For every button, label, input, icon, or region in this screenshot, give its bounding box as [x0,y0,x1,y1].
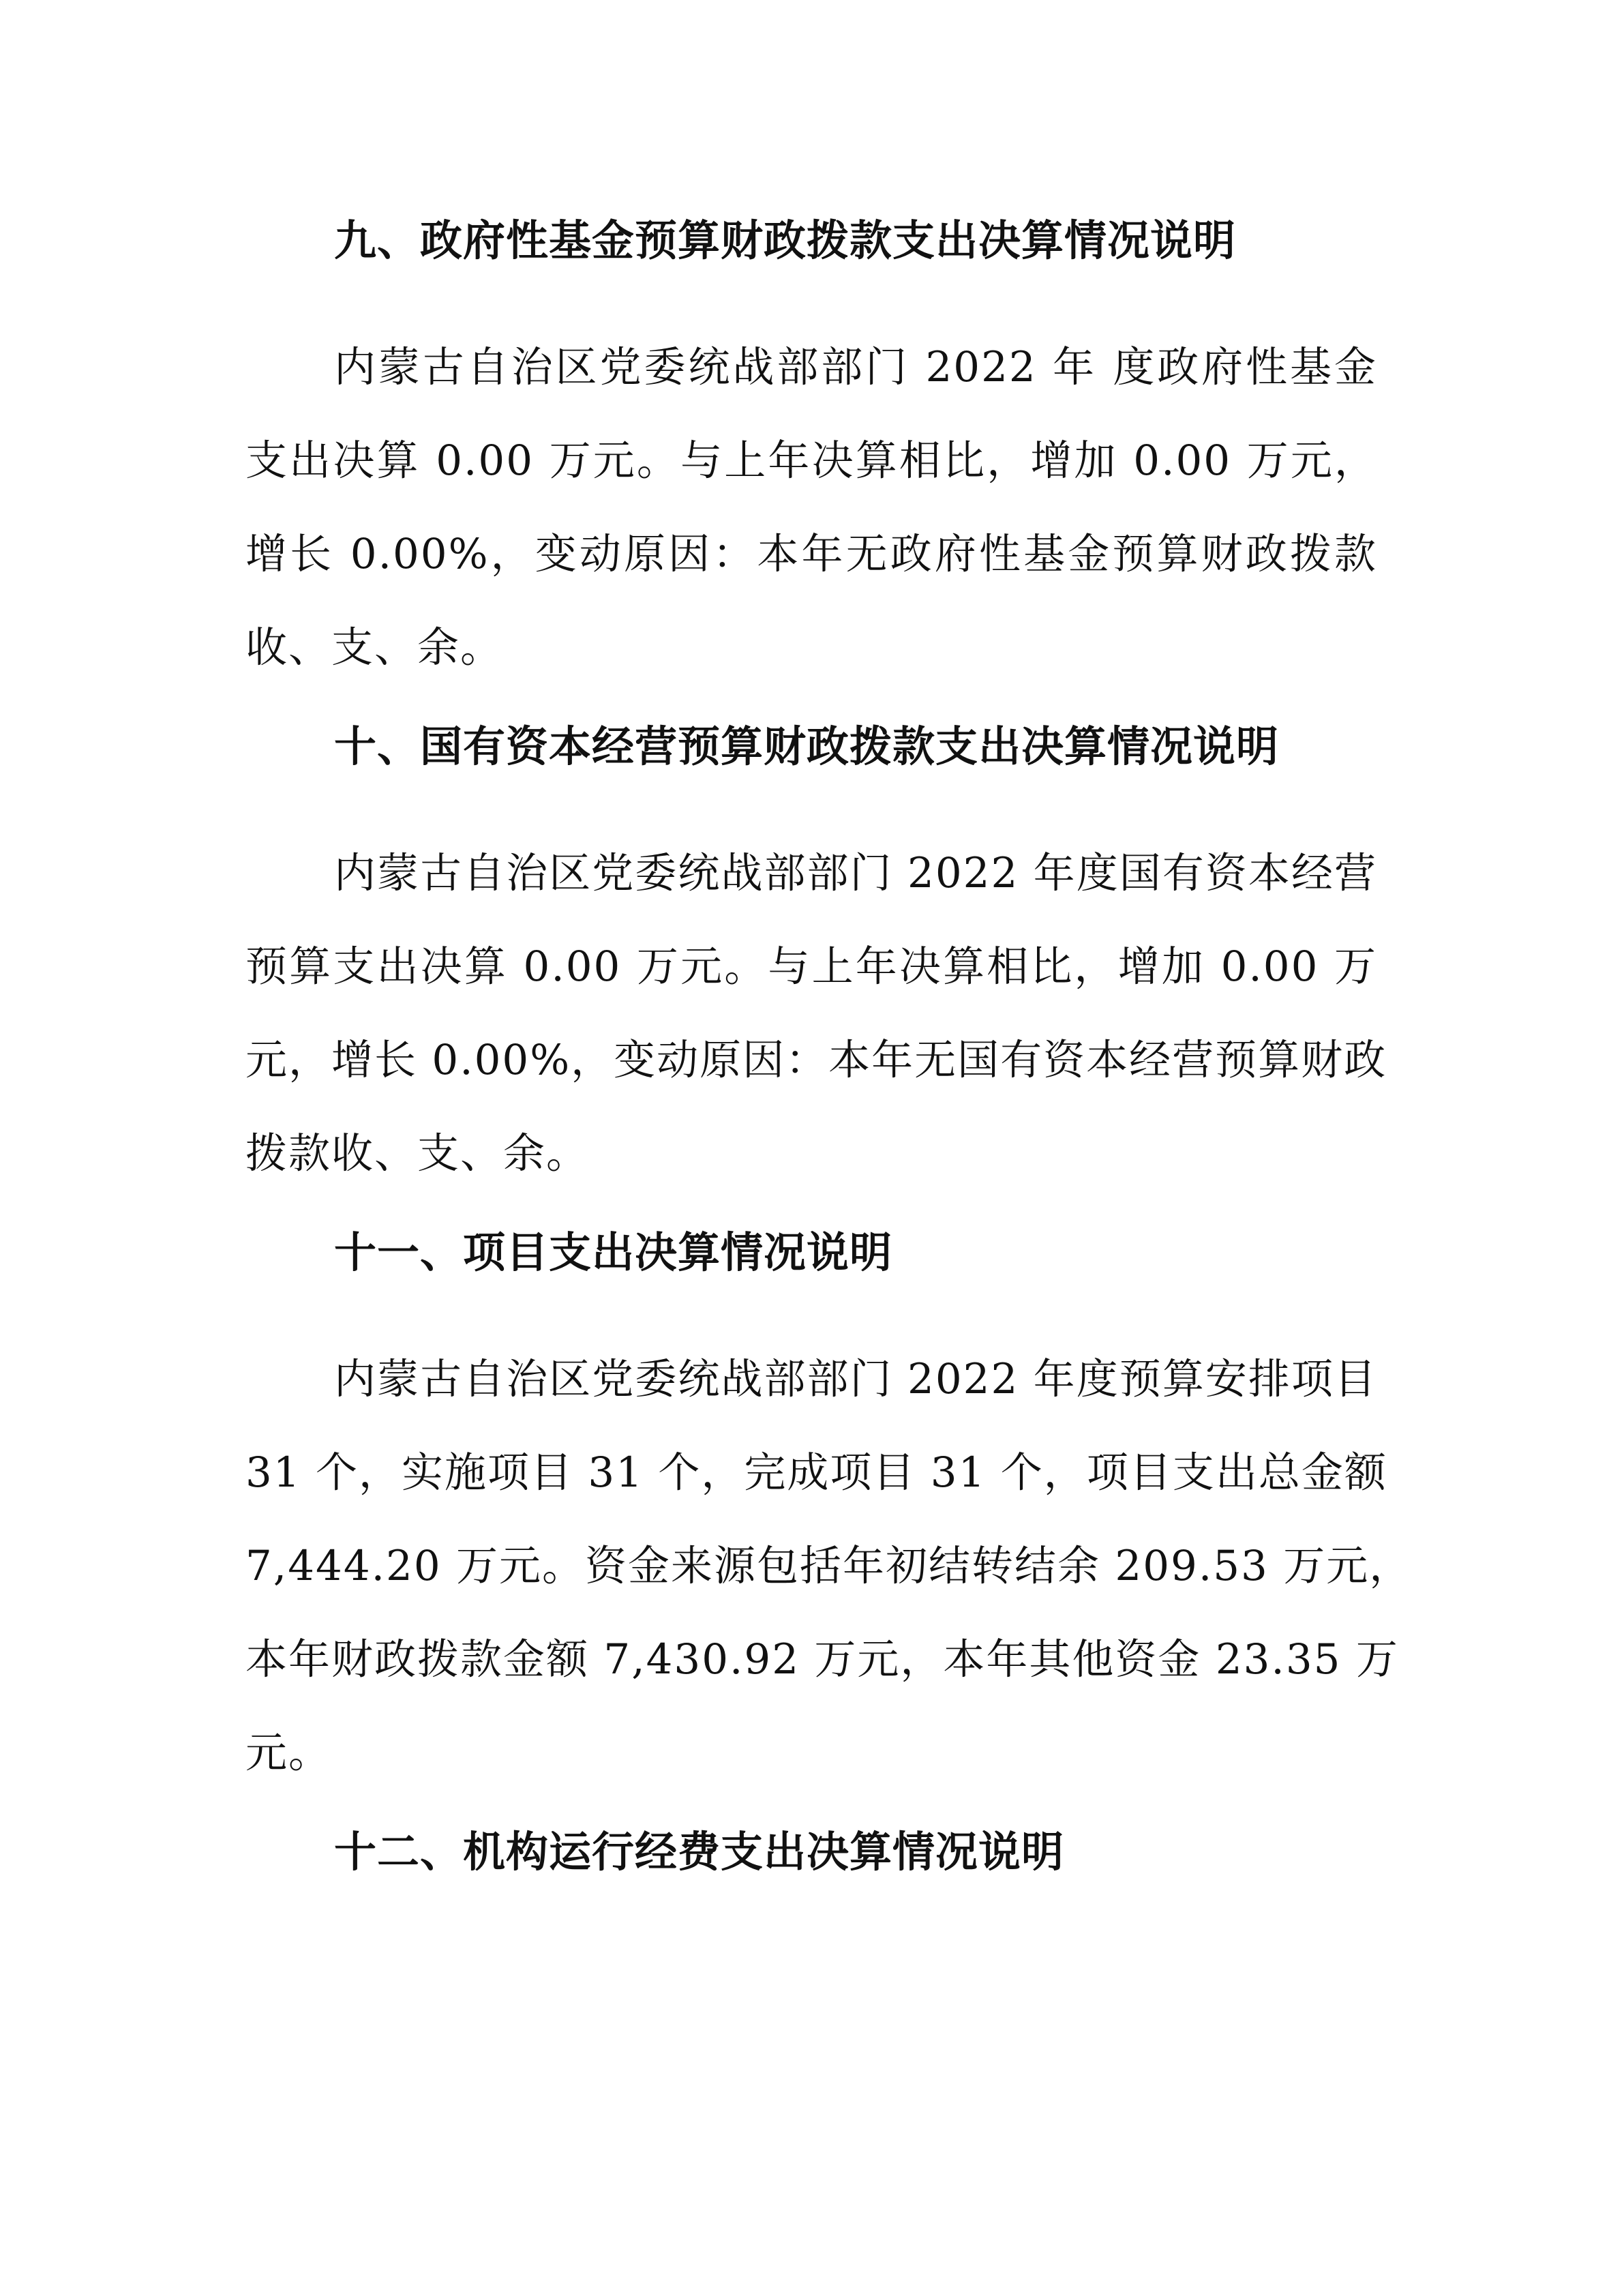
paragraph-line: 内蒙古自治区党委统战部部门 2022 年度国有资本经营 [334,849,1377,897]
section-11-paragraph [245,1332,1413,1800]
paragraph-line: 增长 0.00%，变动原因：本年无政府性基金预算财政拨款 [245,530,1377,578]
paragraph-line: 内蒙古自治区党委统战部部门 2022 年度预算安排项目 [334,1355,1377,1403]
paragraph-line: 收、支、余。 [245,623,504,672]
section-11-heading: 十一、项目支出决算情况说明 [334,1227,893,1277]
paragraph-line: 内蒙古自治区党委统战部部门 2022 年 度政府性基金 [334,343,1377,391]
paragraph-line: 支出决算 0.00 万元。与上年决算相比，增加 0.00 万元， [245,436,1377,485]
paragraph-line: 31 个，实施项目 31 个，完成项目 31 个，项目支出总金额 [245,1448,1387,1497]
paragraph-line: 拨款收、支、余。 [245,1129,590,1178]
section-10-heading: 十、国有资本经营预算财政拨款支出决算情况说明 [334,721,1280,771]
paragraph-line: 元，增长 0.00%，变动原因：本年无国有资本经营预算财政 [245,1036,1387,1084]
paragraph-line: 本年财政拨款金额 7,430.92 万元，本年其他资金 23.35 万 [245,1635,1399,1684]
paragraph-line: 预算支出决算 0.00 万元。与上年决算相比，增加 0.00 万 [245,942,1377,991]
section-9-paragraph [245,320,1377,694]
section-9-heading: 九、政府性基金预算财政拨款支出决算情况说明 [334,215,1237,265]
paragraph-line: 元。 [245,1729,332,1777]
section-12-heading: 十二、机构运行经费支出决算情况说明 [334,1827,1065,1877]
paragraph-line: 7,444.20 万元。资金来源包括年初结转结余 209.53 万元， [245,1542,1413,1590]
section-10-paragraph [245,826,1387,1200]
